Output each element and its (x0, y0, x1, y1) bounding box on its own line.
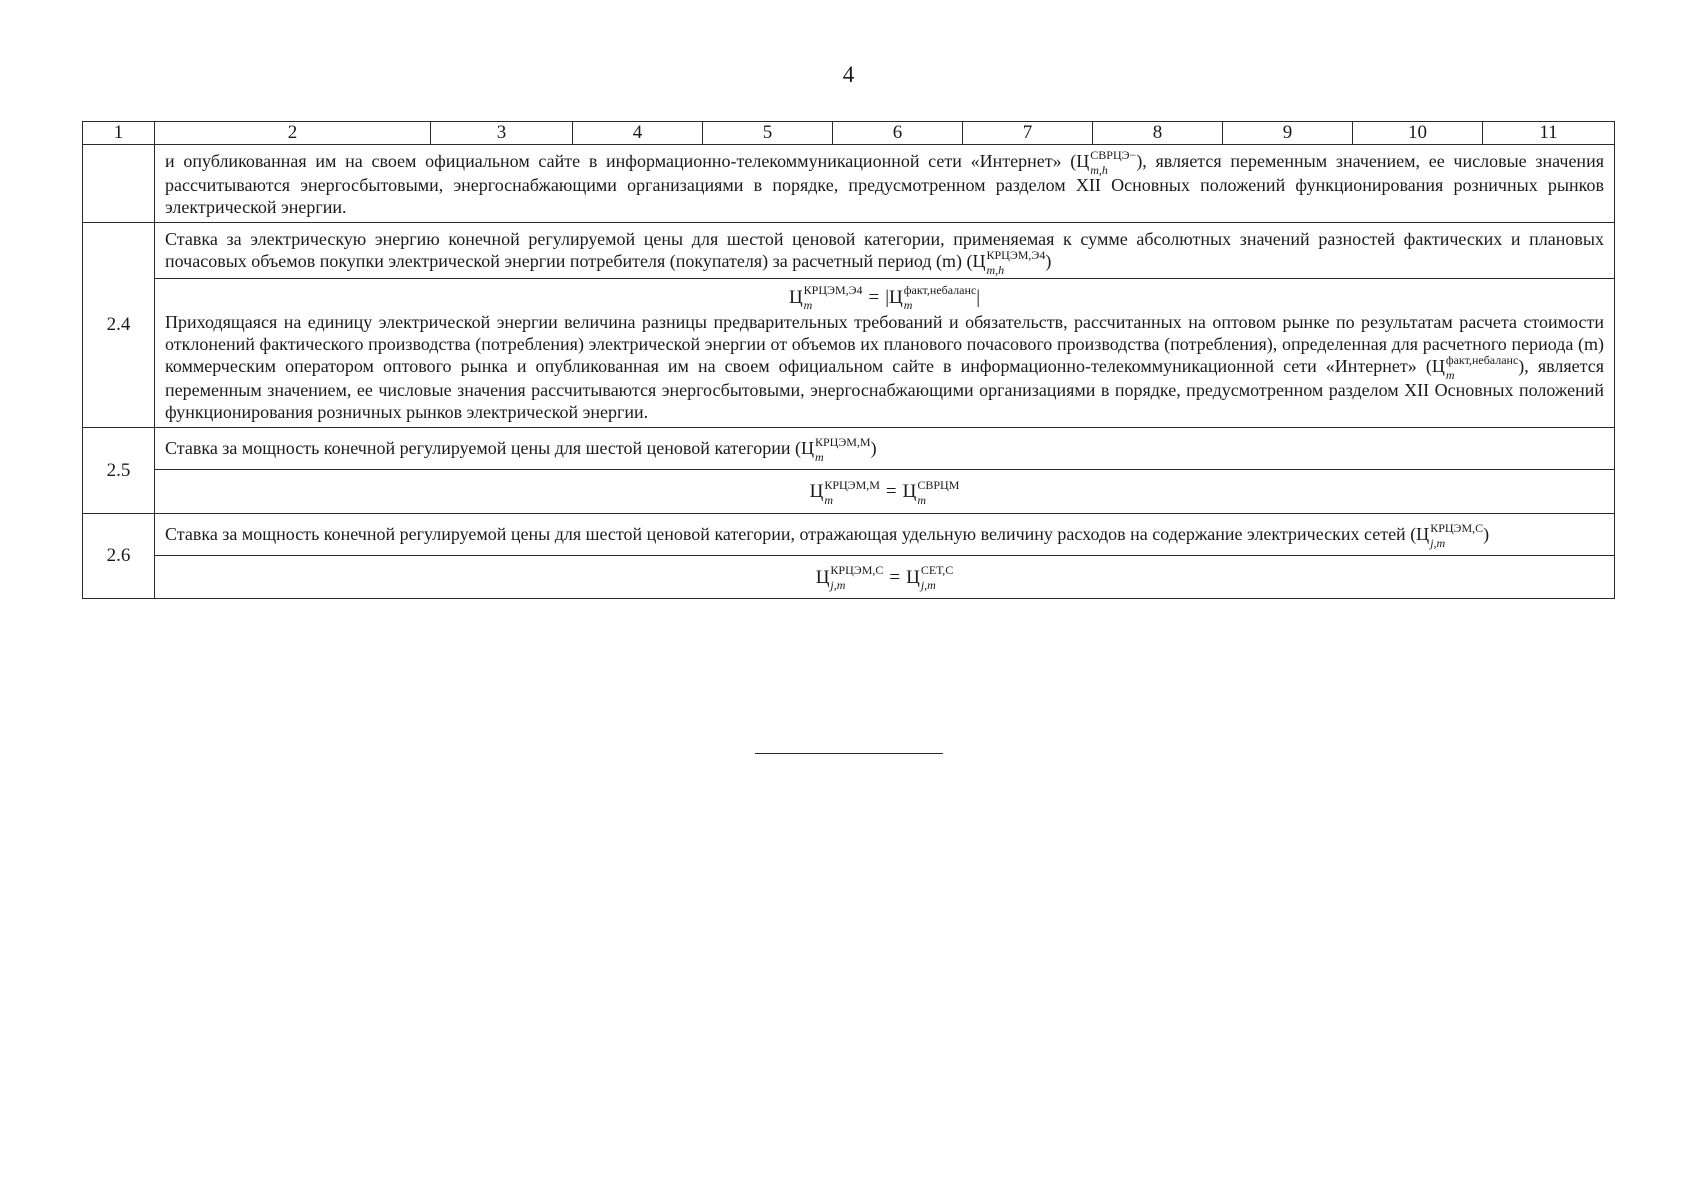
row-number: 2.6 (83, 513, 155, 599)
table-row-continuation (83, 145, 1615, 223)
table-row-2-5-formula (83, 470, 1615, 514)
continuation-text-cell (155, 145, 1615, 223)
column-number-cell: 7 (963, 122, 1093, 145)
table-row-2-6-formula (83, 555, 1615, 599)
column-number-cell: 1 (83, 122, 155, 145)
column-number-cell: 9 (1223, 122, 1353, 145)
row-number: 2.4 (83, 222, 155, 427)
tariff-table (82, 121, 1615, 599)
table-row-2-5-title (83, 428, 1615, 470)
end-of-document-rule (755, 753, 943, 754)
formula: Ц КРЦЭМ,С j,m = Ц СЕТ,С j,m (815, 563, 954, 593)
price-symbol: КРЦЭМ,М m (814, 435, 871, 465)
column-number-cell: 2 (155, 122, 431, 145)
formula-description: Приходящаяся на единицу электрической энергии величина разницы предварительных требований и обязательств, рассчитанных на оптовом рынке по результатам расчета стоимости отклонений фактического производства (потребления) электрической энергии от объемов их планового почасового производства (потребления), определенная для расчетного периода (m) коммерческим оператором оптового рынка и опубликованная им на своем официальном сайте в информационно-телекоммуникационной сети «Интернет» (Ц факт,небаланс m ), является переменным значением, ее числовые значения рассчитываются энергосбытовыми, энергоснабжающими организациями в порядке, предусмотренном разделом XII Основных положений функционирования розничных рынков электрической энергии. (165, 312, 1604, 423)
continuation-text: и опубликованная им на своем официальном сайте в информационно-телекоммуникационной сети «Интернет» (Ц СВРЦЭ− m,h ), является переменным значением, ее числовые значения рассчитываются энергосбытовыми, энергоснабжающими организациями в порядке, предусмотренном разделом XII Основных положений функционирования розничных рынков электрической энергии. (165, 147, 1604, 217)
rate-title: Ставка за мощность конечной регулируемой цены для шестой ценовой категории, отражающая удельную величину расходов на содержание электрических сетей (Ц КРЦЭМ,С j,m ) (165, 520, 1490, 550)
row-number: 2.5 (83, 428, 155, 514)
table-row-2-6-title (83, 513, 1615, 555)
price-symbol: факт,небаланс m (1445, 353, 1519, 383)
formula: Ц КРЦЭМ,М m = Ц СВРЦМ m (809, 477, 960, 507)
page-number: 4 (842, 62, 855, 87)
column-number-cell: 8 (1093, 122, 1223, 145)
row-number-cell (83, 145, 155, 223)
rate-title: Ставка за мощность конечной регулируемой цены для шестой ценовой категории (Ц КРЦЭМ,М m ) (165, 435, 877, 465)
price-symbol: СВРЦЭ− m,h (1090, 147, 1137, 177)
formula-and-description (155, 279, 1614, 428)
rate-title: Ставка за электрическую энергию конечной регулируемой цены для шестой ценовой категории, применяемая к сумме абсолютных значений разностей фактических и плановых почасовых объемов покупки электрической энергии потребителя (покупателя) за расчетный период (m) (Ц КРЦЭМ,Э4 m,h ) (165, 228, 1604, 277)
table-row-2-4-formula (83, 278, 1615, 428)
column-number-cell: 4 (573, 122, 703, 145)
formula-cell (155, 470, 1615, 514)
column-number-row (83, 122, 1615, 145)
table-row-2-4-title (83, 222, 1615, 278)
column-number-cell: 5 (703, 122, 833, 145)
column-number-cell: 6 (833, 122, 963, 145)
rate-title-cell (155, 428, 1615, 470)
column-number-cell: 3 (431, 122, 573, 145)
formula-cell (155, 555, 1615, 599)
rate-title-cell (155, 222, 1615, 278)
formula: Ц КРЦЭМ,Э4 m = |Ц факт,небаланс m | (788, 283, 981, 313)
price-symbol: КРЦЭМ,Э4 m,h (986, 247, 1046, 277)
column-number-cell: 11 (1483, 122, 1615, 145)
formula-cell (155, 278, 1615, 428)
rate-title-cell (155, 513, 1615, 555)
price-symbol: КРЦЭМ,С j,m (1430, 520, 1484, 550)
column-number-cell: 10 (1353, 122, 1483, 145)
